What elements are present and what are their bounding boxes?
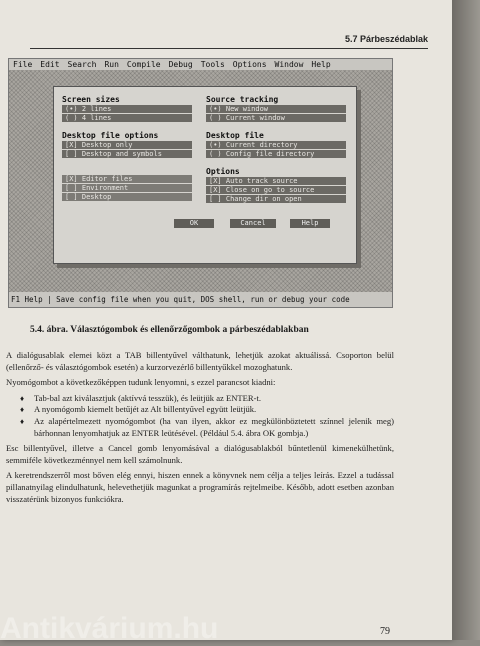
- current-directory-radio[interactable]: (•) Current directory: [206, 141, 346, 149]
- paragraph-1: A dialógusablak elemei közt a TAB billentyűvel válthatunk, lehetjük azokat aktuálissá. Csoporton belül (ellenőrző- és választógombok esetén) a kurzorvezérlő billentyűkkel mozoghatunk.: [6, 350, 394, 372]
- auto-track-checkbox[interactable]: [X] Auto track source: [206, 177, 346, 185]
- bullet-icon: ♦: [20, 393, 25, 403]
- cancel-button[interactable]: Cancel: [230, 219, 276, 228]
- menu-bar: [9, 59, 392, 70]
- environment-checkbox[interactable]: [ ] Environment: [62, 184, 192, 192]
- desktop-checkbox[interactable]: [ ] Desktop: [62, 193, 192, 201]
- paragraph-4: A keretrendszerről most bőven elég ennyi, hiszen ennek a könyvnek nem célja a teljes leírás. Ezzel a tudással pillanatnyilag elindulhatunk, helevethetjük magunkat a programírás rejtelmeibe. Később, adott esetben azonban visszatérünk bizonyos funkciókra.: [6, 470, 394, 504]
- list-item: [20, 393, 394, 405]
- page-number: 79: [380, 626, 390, 637]
- section-title: 5.7 Párbeszédablak: [344, 34, 428, 44]
- bullet-icon: ♦: [20, 405, 25, 415]
- desktop-only-checkbox[interactable]: [X] Desktop only: [62, 141, 192, 149]
- list-item: [20, 404, 394, 416]
- menu-search[interactable]: Search: [67, 60, 97, 69]
- ok-button[interactable]: OK: [174, 219, 214, 228]
- close-on-go-checkbox[interactable]: [X] Close on go to source: [206, 186, 346, 194]
- paragraph-3: Esc billentyűvel, illetve a Cancel gomb lenyomásával a dialógusablakból bűntetlenül kimenekülhetünk, semmiféle következménnyel nem kell számolnunk.: [6, 443, 394, 465]
- menu-options[interactable]: Options: [232, 60, 267, 69]
- bullet-list: [6, 393, 394, 439]
- menu-file[interactable]: File: [13, 60, 33, 69]
- desktop-file-options-title: Desktop file options: [62, 131, 159, 140]
- list-item: [20, 416, 394, 439]
- config-directory-radio[interactable]: ( ) Config file directory: [206, 150, 346, 158]
- list-item-text: Az alapértelmezett nyomógombot (ha van ilyen, akkor ez megkülönböztetett színnel jelenik meg) bárhonnan lenyomhatjuk az ENTER leütésével. (Például 5.4. ábra OK gombja.): [34, 415, 394, 438]
- watermark: Antikvárium.hu: [0, 612, 219, 645]
- screen-sizes-title: Screen sizes: [62, 95, 120, 104]
- body-text: [6, 350, 394, 509]
- page-edge: [452, 0, 480, 640]
- bullet-icon: ♦: [20, 416, 25, 426]
- help-button[interactable]: Help: [290, 219, 330, 228]
- editor-files-checkbox[interactable]: [X] Editor files: [62, 175, 192, 183]
- running-header: [30, 34, 428, 49]
- menu-compile[interactable]: Compile: [126, 60, 161, 69]
- list-item-text: Tab-bal azt kiválasztjuk (aktívvá tesszük), és leütjük az ENTER-t.: [34, 392, 262, 403]
- desktop-symbols-checkbox[interactable]: [ ] Desktop and symbols: [62, 150, 192, 158]
- paragraph-2: Nyomógombot a következőképpen tudunk lenyomni, s ezzel parancsot kiadni:: [6, 377, 276, 388]
- menu-help[interactable]: Help: [311, 60, 331, 69]
- new-window-radio[interactable]: (•) New window: [206, 105, 346, 113]
- desktop-file-title: Desktop file: [206, 131, 264, 140]
- menu-window[interactable]: Window: [274, 60, 304, 69]
- desktop-background: [9, 70, 392, 292]
- change-dir-checkbox[interactable]: [ ] Change dir on open: [206, 195, 346, 203]
- menu-edit[interactable]: Edit: [40, 60, 60, 69]
- figure-caption: 5.4. ábra. Választógombok és ellenőrzőgombok a párbeszédablakban: [30, 325, 309, 335]
- preferences-dialog: [53, 86, 357, 264]
- menu-tools[interactable]: Tools: [200, 60, 225, 69]
- current-window-radio[interactable]: ( ) Current window: [206, 114, 346, 122]
- status-bar: F1 Help | Save config file when you quit, DOS shell, run or debug your code: [9, 292, 393, 307]
- screen-size-2-radio[interactable]: (•) 2 lines: [62, 105, 192, 113]
- screen-size-4-radio[interactable]: ( ) 4 lines: [62, 114, 192, 122]
- ide-screenshot: [8, 58, 393, 308]
- list-item-text: A nyomógomb kiemelt betűjét az Alt billentyűvel együtt leütjük.: [34, 404, 257, 415]
- options-group-title: Options: [206, 167, 240, 176]
- source-tracking-title: Source tracking: [206, 95, 279, 104]
- menu-run[interactable]: Run: [104, 60, 119, 69]
- menu-debug[interactable]: Debug: [168, 60, 193, 69]
